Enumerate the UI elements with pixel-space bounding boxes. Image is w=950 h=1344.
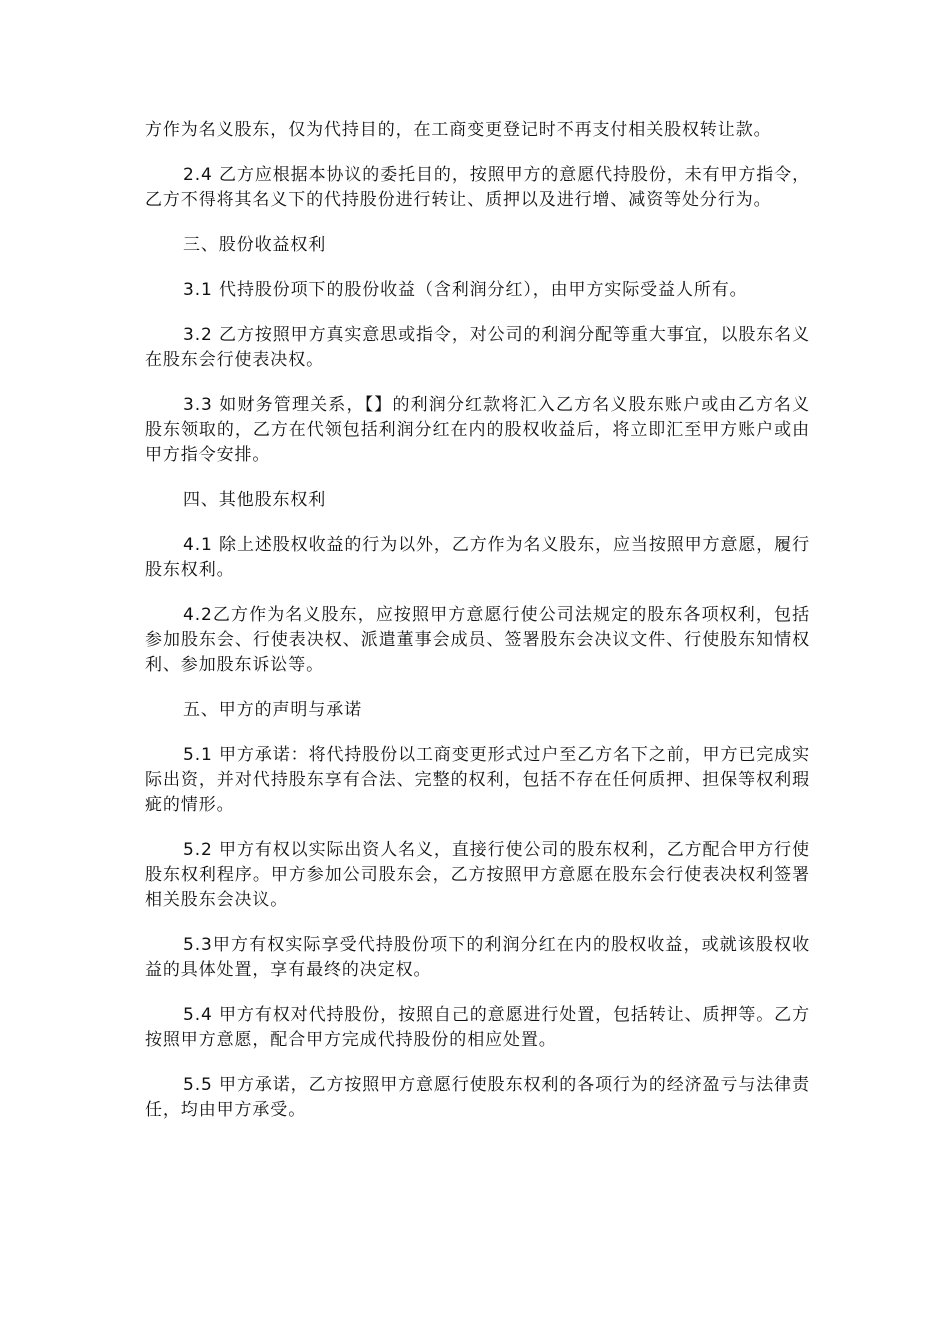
document-body: [145, 118, 810, 1143]
clause-2-4: 2.4 乙方应根据本协议的委托目的，按照甲方的意愿代持股份，未有甲方指令，乙方不得将其名义下的代持股份进行转让、质押以及进行增、减资等处分行为。: [145, 165, 810, 210]
section-heading-4: 四、其他股东权利: [183, 490, 327, 510]
clause-3-2: 3.2 乙方按照甲方真实意思或指令，对公司的利润分配等重大事宜，以股东名义在股东会行使表决权。: [145, 325, 810, 370]
clause-5-5: 5.5 甲方承诺，乙方按照甲方意愿行使股东权利的各项行为的经济盈亏与法律责任，均由甲方承受。: [145, 1075, 810, 1120]
clause-3-3: 3.3 如财务管理关系，【】的利润分红款将汇入乙方名义股东账户或由乙方名义股东领取的，乙方在代领包括利润分红在内的股权收益后，将立即汇至甲方账户或由甲方指令安排。: [145, 395, 810, 465]
clause-5-1: 5.1 甲方承诺：将代持股份以工商变更形式过户至乙方名下之前，甲方已完成实际出资，并对代持股东享有合法、完整的权利，包括不存在任何质押、担保等权利瑕疵的情形。: [145, 745, 810, 815]
clause-4-1: 4.1 除上述股权收益的行为以外，乙方作为名义股东，应当按照甲方意愿，履行股东权利。: [145, 535, 810, 580]
clause-5-3: 5.3甲方有权实际享受代持股份项下的利润分红在内的股权收益，或就该股权收益的具体处置，享有最终的决定权。: [145, 935, 810, 980]
clause-4-2: 4.2乙方作为名义股东，应按照甲方意愿行使公司法规定的股东各项权利，包括参加股东会、行使表决权、派遣董事会成员、签署股东会决议文件、行使股东知情权利、参加股东诉讼等。: [145, 605, 810, 675]
clause-5-2: 5.2 甲方有权以实际出资人名义，直接行使公司的股东权利，乙方配合甲方行使股东权利程序。甲方参加公司股东会，乙方按照甲方意愿在股东会行使表决权利签署相关股东会决议。: [145, 840, 810, 910]
paragraph-continuation: 方作为名义股东，仅为代持目的，在工商变更登记时不再支付相关股权转让款。: [145, 120, 772, 140]
clause-3-1: 3.1 代持股份项下的股份收益（含利润分红），由甲方实际受益人所有。: [183, 280, 748, 300]
section-heading-5: 五、甲方的声明与承诺: [183, 700, 362, 720]
clause-5-4: 5.4 甲方有权对代持股份，按照自己的意愿进行处置，包括转让、质押等。乙方按照甲方意愿，配合甲方完成代持股份的相应处置。: [145, 1005, 810, 1050]
section-heading-3: 三、股份收益权利: [183, 235, 327, 255]
